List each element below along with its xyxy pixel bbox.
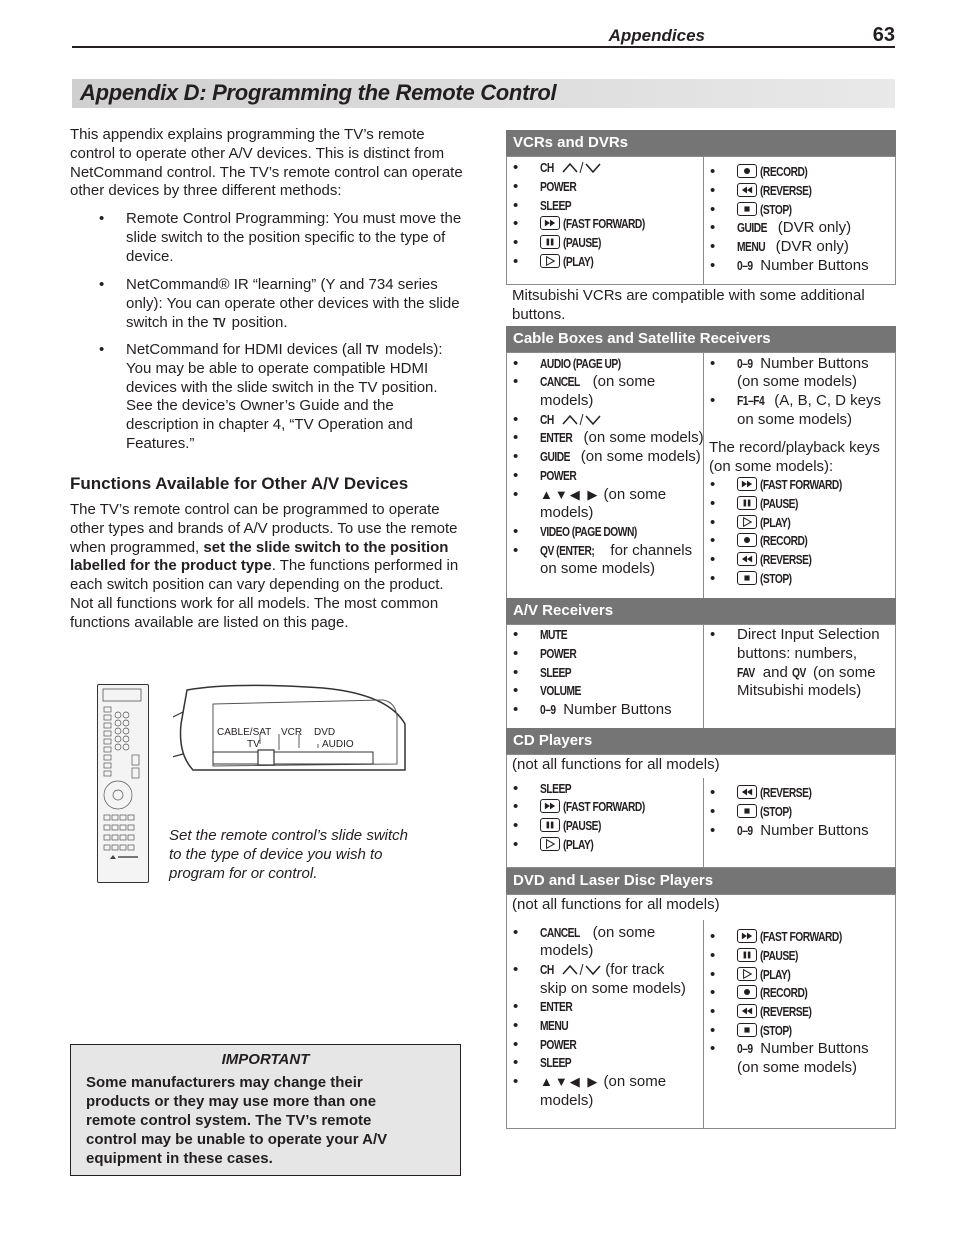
tv-key-label: TV — [212, 315, 225, 330]
dvd-key-ff: • (FAST FORWARD) — [710, 928, 842, 945]
dvd-key-digits: • 0–9 Number Buttons — [710, 1040, 869, 1057]
tv-key-label: TV — [366, 343, 379, 357]
vcr-key-ff: • (FAST FORWARD) — [513, 215, 645, 232]
dvd-key-enter: • ENTER — [513, 998, 573, 1015]
method-bullet-1 — [99, 210, 466, 266]
dvd-key-cancel: • CANCEL (on some — [513, 924, 656, 941]
fast-forward-icon — [737, 929, 757, 943]
cable-cancel-cont: models) — [540, 392, 594, 409]
reverse-icon — [737, 552, 757, 566]
cable-key-arrows: • ▲▼◀ ▶ (on some — [513, 486, 667, 503]
play-icon — [540, 837, 560, 851]
column-divider — [703, 352, 704, 600]
dvd-arrows-cont: models) — [540, 1092, 594, 1109]
cable-f1f4-cont: on some models) — [737, 411, 853, 428]
method-text: NetCommand for HDMI devices (all TV models): You may be able to operate compatible HDMI devices with the slide switch in the TV position. See the device’s Owner’s Guide and the description in chapter 4, “TV Operation and Features.” — [126, 341, 443, 452]
remote-control-illustration — [97, 684, 149, 883]
functions-bold-instruction: set the slide switch to the position labelled for the product type — [70, 538, 449, 575]
pause-icon — [737, 948, 757, 962]
vcr-key-sleep: • SLEEP — [513, 197, 572, 214]
cd-key-pause: • (PAUSE) — [513, 817, 601, 834]
dvd-cancel-cont: models) — [540, 942, 594, 959]
table-header-cable: Cable Boxes and Satellite Receivers — [506, 326, 896, 352]
dvd-ch-cont: skip on some models) — [540, 980, 686, 997]
table-header-vcr: VCRs and DVRs — [506, 130, 896, 156]
vcr-key-ch: • CH — [540, 159, 601, 178]
stop-icon — [737, 202, 757, 216]
play-icon — [540, 254, 560, 268]
table-header-cd: CD Players — [506, 728, 896, 754]
table-header-av: A/V Receivers — [506, 598, 896, 624]
dvd-key-menu: • MENU — [513, 1017, 569, 1034]
record-icon — [737, 533, 757, 547]
cable-key-f1f4: • F1–F4 (A, B, C, D keys — [710, 392, 881, 409]
stop-icon — [737, 804, 757, 818]
vcr-key-power: • POWER — [513, 178, 577, 195]
cable-key-qv: • QV (ENTER; for channels — [513, 542, 693, 559]
dvd-note: (not all functions for all models) — [512, 896, 720, 913]
channel-up-down-icon — [561, 161, 601, 173]
fast-forward-icon — [540, 216, 560, 230]
av-key-sleep: • SLEEP — [513, 664, 572, 681]
intro-paragraph: This appendix explains programming the TV’s remote control to operate other A/V devices. This is distinct from NetCommand control. The TV’s remote control can operate other devices by three different methods: — [70, 126, 463, 200]
column-divider — [703, 920, 704, 1129]
reverse-icon — [737, 183, 757, 197]
cable-key-digits: • 0–9 Number Buttons — [710, 355, 869, 372]
reverse-icon — [737, 785, 757, 799]
method-bullet-3 — [99, 341, 466, 454]
stop-icon — [737, 1023, 757, 1037]
dvd-key-reverse: • (REVERSE) — [710, 1003, 812, 1020]
remote-control-drawing — [98, 685, 148, 882]
cable-key-record: • (RECORD) — [710, 532, 808, 549]
method-text: NetCommand® IR “learning” (Y and 734 series only): You can operate other devices with the slide switch in the TV position. — [126, 276, 460, 331]
arrow-keys-icon: ▲▼◀ ▶ — [540, 1074, 600, 1089]
vcr-key-stop: • (STOP) — [710, 201, 792, 218]
cable-key-ch: • CH — [540, 411, 601, 430]
vcr-key-play: • (PLAY) — [513, 253, 594, 270]
cd-key-play: • (PLAY) — [513, 836, 594, 853]
cable-arrows-cont: models) — [540, 504, 594, 521]
dvd-key-record: • (RECORD) — [710, 984, 808, 1001]
dvd-key-pause: • (PAUSE) — [710, 947, 798, 964]
pause-icon — [737, 496, 757, 510]
cable-record-note: The record/playback keys (on some models): — [709, 439, 880, 475]
functions-text-2: . The functions performed in each switch position can vary depending on the product. Not all functions work for all models. The most common functions available are listed on this page. — [70, 557, 459, 631]
av-key-volume: • VOLUME — [513, 682, 581, 699]
switch-label-dvd: DVD — [314, 727, 336, 738]
vcr-key-record: • (RECORD) — [710, 163, 808, 180]
cd-key-reverse: • (REVERSE) — [710, 784, 812, 801]
vcr-note: Mitsubishi VCRs are compatible with some additional buttons. — [512, 287, 865, 323]
cd-key-ff: • (FAST FORWARD) — [513, 798, 645, 815]
method-text: Remote Control Programming: You must move the slide switch to the position specific to the type of device. — [126, 210, 462, 265]
play-icon — [737, 967, 757, 981]
cable-key-guide: • GUIDE (on some models) — [513, 448, 701, 465]
cable-key-ff: • (FAST FORWARD) — [710, 476, 842, 493]
pause-icon — [540, 818, 560, 832]
av-direct-input: • Direct Input Selection buttons: numbers, FAV and QV (on some Mitsubishi models) — [710, 626, 880, 700]
vcr-key-menu: • MENU (DVR only) — [710, 238, 849, 255]
column-divider — [703, 624, 704, 730]
header-rule — [72, 46, 895, 48]
cable-qv-cont: on some models) — [540, 560, 656, 577]
vcr-key-digits: • 0–9 Number Buttons — [710, 257, 869, 274]
column-divider — [703, 156, 704, 285]
vcr-key-pause: • (PAUSE) — [513, 234, 601, 251]
functions-paragraph — [70, 501, 465, 633]
switch-label-tv: TV — [247, 739, 260, 750]
column-divider — [703, 778, 704, 868]
record-icon — [737, 164, 757, 178]
cable-key-audio: • AUDIO (PAGE UP) — [513, 355, 621, 372]
page-number: 63 — [872, 24, 895, 46]
cable-key-cancel: • CANCEL (on some — [513, 373, 656, 390]
cable-key-enter: • ENTER (on some models) — [513, 429, 704, 446]
av-key-mute: • MUTE — [513, 626, 568, 643]
slide-switch-callout — [173, 684, 410, 784]
bullet-dot: • — [99, 210, 105, 227]
dvd-key-arrows: • ▲▼◀ ▶ (on some — [513, 1073, 667, 1090]
vcr-key-guide: • GUIDE (DVR only) — [710, 219, 852, 236]
dvd-key-ch: • CH (for track — [513, 961, 665, 978]
channel-up-down-icon — [561, 413, 601, 425]
running-header-section: Appendices — [608, 26, 705, 45]
pause-icon — [540, 235, 560, 249]
dvd-digits-cont: (on some models) — [737, 1059, 858, 1076]
av-key-digits: • 0–9 Number Buttons — [513, 701, 672, 718]
cable-digits-cont: (on some models) — [737, 373, 858, 390]
cable-key-pause: • (PAUSE) — [710, 495, 798, 512]
cable-key-play: • (PLAY) — [710, 514, 791, 531]
cable-key-stop: • (STOP) — [710, 570, 792, 587]
important-title: IMPORTANT — [221, 1051, 310, 1068]
functions-text-1: The TV’s remote control can be programmed to operate other types and brands of A/V products. To use the remote when programmed, — [70, 501, 458, 556]
dvd-key-stop: • (STOP) — [710, 1022, 792, 1039]
cd-key-sleep: • SLEEP — [513, 780, 572, 797]
vcr-key-reverse: • (REVERSE) — [710, 182, 812, 199]
stop-icon — [737, 571, 757, 585]
dvd-key-power: • POWER — [513, 1036, 577, 1053]
cable-key-video: • VIDEO (PAGE DOWN) — [513, 523, 637, 540]
reverse-icon — [737, 1004, 757, 1018]
important-body: Some manufacturers may change their products or they may use more than one remote control system. The TV’s remote control may be unable to operate your A/V equipment in these cases. — [86, 1074, 388, 1167]
method-bullet-2 — [99, 276, 466, 332]
cable-key-power: • POWER — [513, 467, 577, 484]
channel-up-down-icon — [561, 963, 601, 975]
av-key-power: • POWER — [513, 645, 577, 662]
functions-heading: Functions Available for Other A/V Devices — [70, 474, 409, 493]
bullet-dot: • — [99, 341, 105, 358]
cd-key-digits: • 0–9 Number Buttons — [710, 822, 869, 839]
switch-label-audio: AUDIO — [322, 739, 354, 750]
figure-caption: Set the remote control’s slide switch to the type of device you wish to program for or control. — [169, 827, 408, 882]
arrow-keys-icon: ▲▼◀ ▶ — [540, 487, 600, 502]
switch-label-cable-sat: CABLE/SAT — [217, 727, 272, 738]
dvd-key-sleep: • SLEEP — [513, 1054, 572, 1071]
record-icon — [737, 985, 757, 999]
fast-forward-icon — [737, 477, 757, 491]
cd-key-stop: • (STOP) — [710, 803, 792, 820]
page-title: Appendix D: Programming the Remote Control — [80, 80, 557, 105]
table-header-dvd: DVD and Laser Disc Players — [506, 868, 896, 894]
bullet-dot: • — [99, 276, 105, 293]
cable-key-reverse: • (REVERSE) — [710, 551, 812, 568]
dvd-key-play: • (PLAY) — [710, 966, 791, 983]
switch-label-vcr: VCR — [281, 727, 303, 738]
cd-note: (not all functions for all models) — [512, 756, 720, 773]
play-icon — [737, 515, 757, 529]
fast-forward-icon — [540, 799, 560, 813]
